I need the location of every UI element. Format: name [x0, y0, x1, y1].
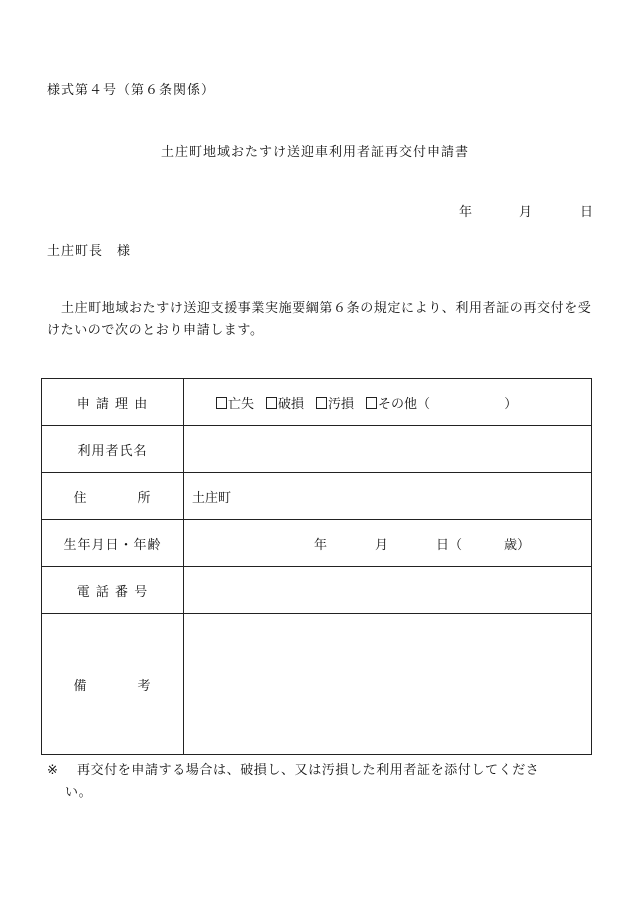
- address-label: [42, 473, 184, 520]
- table-row-user-name: [42, 426, 592, 473]
- birth-age-label: 歳）: [504, 537, 531, 553]
- date-year-label: 年: [459, 205, 473, 220]
- reason-option-label: 破損: [278, 396, 305, 412]
- reason-option-soil[interactable]: [316, 397, 354, 412]
- reason-options: [184, 379, 592, 426]
- application-table: [41, 378, 592, 755]
- checkbox-icon[interactable]: [266, 397, 277, 409]
- note-continuation: い。: [65, 785, 93, 800]
- footnote: [47, 760, 595, 804]
- remarks-label: [42, 614, 184, 755]
- address-label-2: 所: [137, 490, 152, 506]
- reason-option-label: その他（: [378, 396, 431, 412]
- reason-option-loss[interactable]: [216, 397, 254, 412]
- document-title: 土庄町地域おたすけ送迎車利用者証再交付申請書: [160, 145, 469, 160]
- address-field[interactable]: 土庄町: [184, 473, 592, 520]
- checkbox-icon[interactable]: [366, 397, 377, 409]
- body-text: 土庄町地域おたすけ送迎支援事業実施要綱第６条の規定により、利用者証の再交付を受けたいので次のとおり申請します。: [47, 301, 592, 338]
- addressee: 土庄町長 様: [47, 244, 132, 259]
- reason-label: 申 請 理 由: [42, 379, 184, 426]
- phone-field[interactable]: [184, 567, 592, 614]
- birth-field[interactable]: [184, 520, 592, 567]
- reason-option-other[interactable]: [366, 397, 430, 412]
- birth-year-label: 年: [314, 537, 328, 553]
- user-name-field[interactable]: [184, 426, 592, 473]
- reason-option-label: 亡失: [228, 396, 255, 412]
- remarks-label-2: 考: [137, 678, 152, 694]
- remarks-field[interactable]: [184, 614, 592, 755]
- table-row-phone: [42, 567, 592, 614]
- checkbox-icon[interactable]: [316, 397, 327, 409]
- table-row-remarks: [42, 614, 592, 755]
- checkbox-icon[interactable]: [216, 397, 227, 409]
- date-day-label: 日: [580, 205, 594, 220]
- remarks-label-1: 備: [73, 678, 88, 694]
- birth-month-label: 月: [375, 537, 389, 553]
- birth-label: 生年月日・年齢: [42, 520, 184, 567]
- table-row-address: [42, 473, 592, 520]
- table-row-reason: [42, 379, 592, 426]
- date-month-label: 月: [519, 205, 533, 220]
- address-label-1: 住: [73, 490, 88, 506]
- reason-close-paren: ）: [504, 396, 518, 412]
- form-number: 様式第４号（第６条関係）: [47, 83, 216, 98]
- note-text: 再交付を申請する場合は、破損し、又は汚損した利用者証を添付してくださ: [77, 763, 540, 778]
- reason-option-label: 汚損: [328, 396, 355, 412]
- birth-day-label: 日（: [436, 537, 463, 553]
- user-name-label: 利用者氏名: [42, 426, 184, 473]
- phone-label: 電 話 番 号: [42, 567, 184, 614]
- note-mark: ※: [47, 763, 59, 778]
- table-row-birth: [42, 520, 592, 567]
- reason-option-damage[interactable]: [266, 397, 304, 412]
